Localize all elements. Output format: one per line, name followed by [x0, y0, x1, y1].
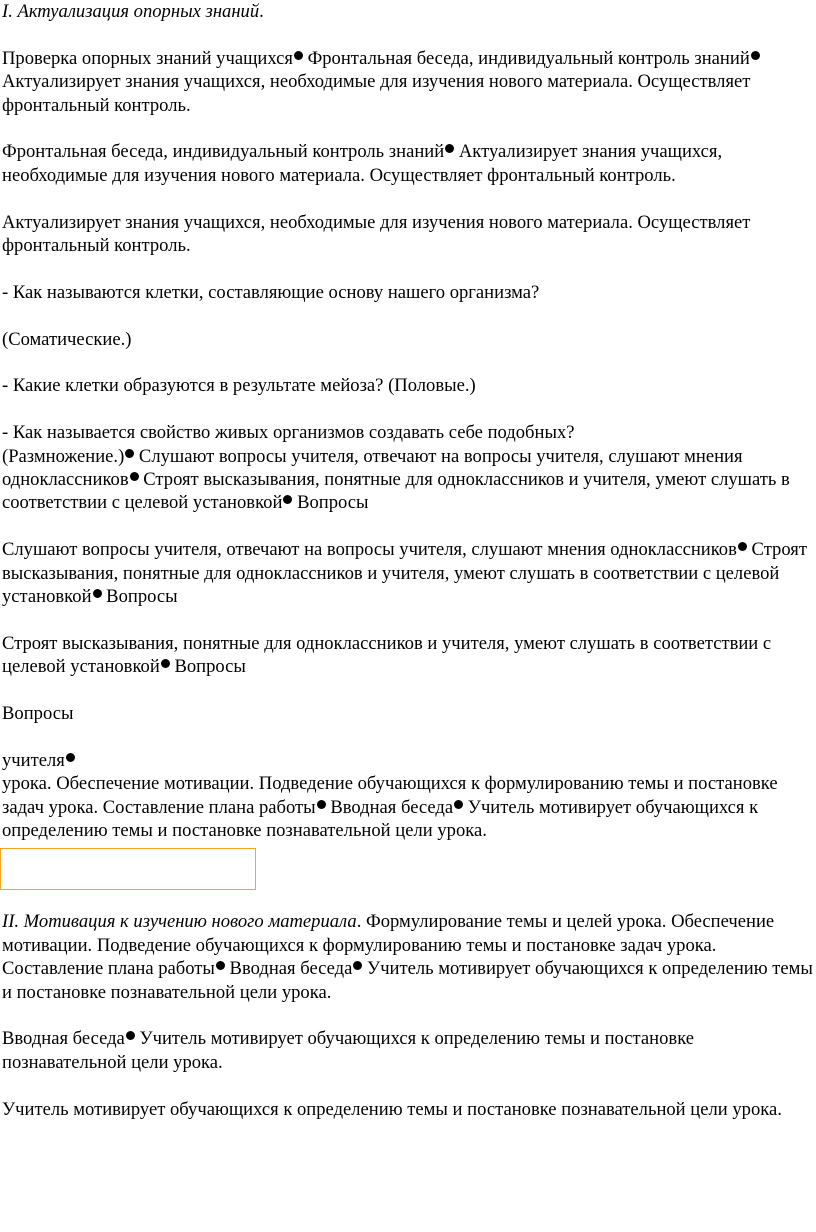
- section-heading-1: [2, 0, 816, 23]
- text-run: (Размножение.): [2, 445, 125, 467]
- section-heading-2: II. Мотивация к изучению нового материала: [2, 911, 357, 933]
- question-1: - Как называются клетки, составляющие основу нашего организма?: [2, 281, 540, 303]
- text-run: Актуализирует знания учащихся, необходимые для изучения нового материала. Осуществляет фронтальный контроль.: [2, 71, 751, 116]
- text-run: Вопросы: [169, 656, 246, 678]
- paragraph-8: [2, 749, 816, 772]
- question-2: - Какие клетки образуются в результате мейоза? (Половые.): [2, 375, 476, 397]
- text-run: Вводная беседа: [224, 958, 353, 980]
- text-run: Фронтальная беседа, индивидуальный контроль знаний: [302, 47, 750, 69]
- bullet-icon: [125, 449, 134, 458]
- text-run: Строят высказывания, понятные для одноклассников и учителя, умеют слушать в соответствии с целевой установкой: [2, 539, 807, 608]
- text-run: Строят высказывания, понятные для одноклассников и учителя, умеют слушать в соответствии с целевой установкой: [2, 632, 772, 678]
- text-run: Актуализирует знания учащихся, необходимые для изучения нового материала. Осуществляет фронтальный контроль.: [2, 141, 723, 186]
- bullet-icon: [130, 472, 139, 481]
- text-run: Строят высказывания, понятные для одноклассников и учителя, умеют слушать в соответствии с целевой установкой: [2, 469, 790, 514]
- question-3: - Как называется свойство живых организмов создавать себе подобных?: [2, 422, 575, 444]
- bullet-icon: [294, 51, 303, 60]
- paragraph-5: [2, 538, 816, 608]
- text-run: Учитель мотивирует обучающихся к определению темы и постановке познавательной цели урока.: [2, 1028, 695, 1073]
- heading-1-tail: .: [259, 1, 264, 22]
- paragraph-1: [2, 47, 816, 117]
- paragraph-11: [2, 1027, 816, 1074]
- document-page: [2, 0, 816, 1121]
- paragraph-2: [2, 140, 816, 187]
- answer-1: (Соматические.): [2, 328, 132, 350]
- paragraph-7: Вопросы: [2, 703, 74, 725]
- text-run: Слушают вопросы учителя, отвечают на вопросы учителя, слушают мнения одноклассников: [2, 445, 743, 491]
- text-run: Слушают вопросы учителя, отвечают на вопросы учителя, слушают мнения одноклассников: [2, 539, 737, 561]
- paragraph-9: [2, 772, 816, 842]
- text-run: Учитель мотивирует обучающихся к определению темы и постановке познавательной цели урока.: [2, 958, 813, 1003]
- bullet-icon: [454, 800, 463, 809]
- bullet-icon: [751, 51, 760, 60]
- bullet-icon: [216, 961, 225, 970]
- bullet-icon: [445, 144, 454, 153]
- paragraph-12: Учитель мотивирует обучающихся к определению темы и постановке познавательной цели урока.: [2, 1098, 782, 1120]
- text-run: Учитель мотивирует обучающихся к определению темы и постановке познавательной цели урока.: [2, 796, 759, 842]
- bullet-icon: [738, 542, 747, 551]
- empty-frame: [0, 848, 256, 890]
- bullet-icon: [66, 753, 75, 762]
- text-run: Фронтальная беседа, индивидуальный контроль знаний: [2, 141, 445, 163]
- text-run: Вопросы: [292, 492, 369, 514]
- heading-1-text: I. Актуализация опорных знаний: [2, 1, 260, 22]
- paragraph-10: [2, 910, 816, 1004]
- paragraph-3: Актуализирует знания учащихся, необходимые для изучения нового материала. Осуществляет фронтальный контроль.: [2, 211, 751, 257]
- text-run: урока. Обеспечение мотивации. Подведение обучающихся к формулированию темы и постановке задач урока. Составление плана работы: [2, 773, 778, 818]
- bullet-icon: [317, 800, 326, 809]
- text-run: Проверка опорных знаний учащихся: [2, 47, 293, 69]
- text-run: Вопросы: [101, 586, 178, 608]
- text-run: . Формулирование темы и целей урока. Обеспечение мотивации. Подведение обучающихся к формулированию темы и постановке задач урока. Составление плана работы: [2, 911, 775, 980]
- text-run: Вводная беседа: [2, 1028, 125, 1050]
- text-run: Вводная беседа: [325, 796, 454, 818]
- text-run: учителя: [2, 749, 65, 771]
- paragraph-4: [2, 445, 816, 515]
- bullet-icon: [93, 589, 102, 598]
- bullet-icon: [126, 1031, 135, 1040]
- paragraph-6: [2, 632, 816, 679]
- bullet-icon: [161, 659, 170, 668]
